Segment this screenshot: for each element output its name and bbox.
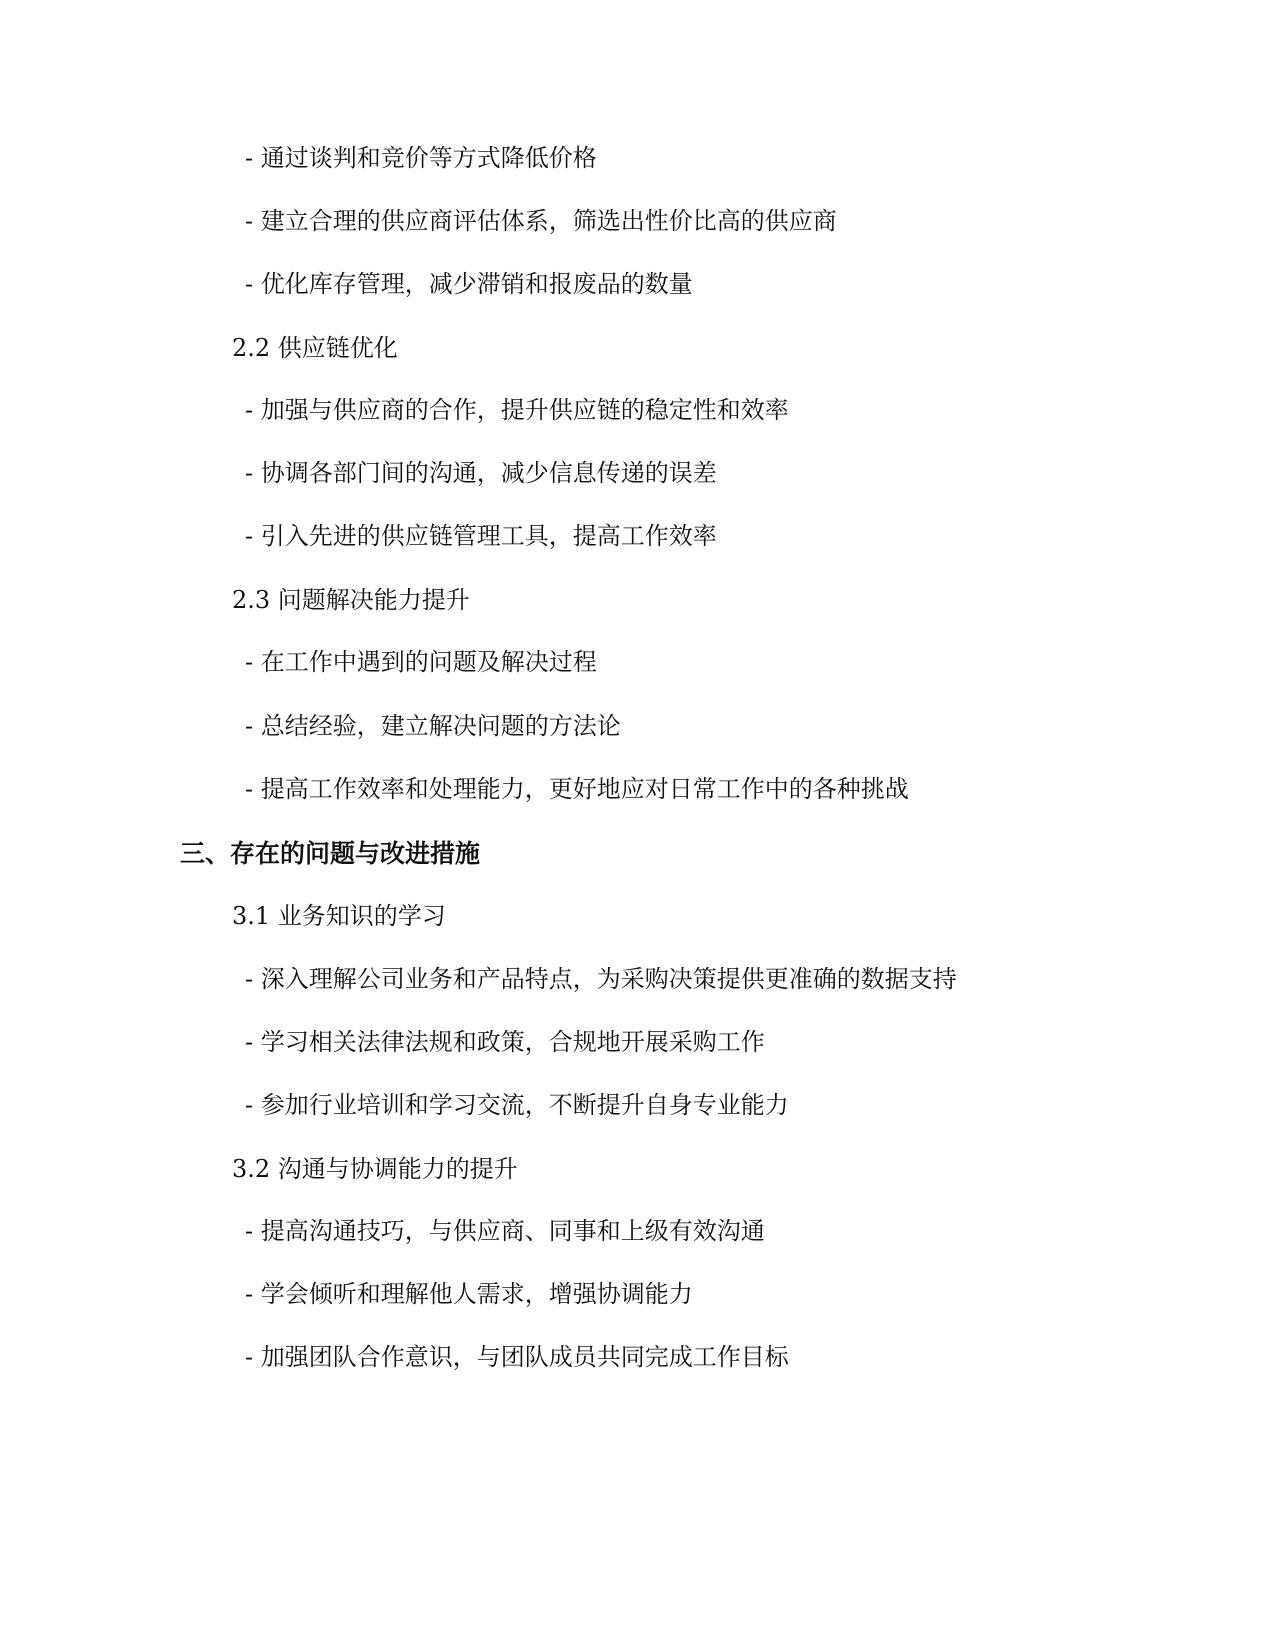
bullet-item: - 提高工作效率和处理能力，更好地应对日常工作中的各种挑战 [245,775,909,803]
section-heading: 三、存在的问题与改进措施 [180,839,481,868]
bullet-item: - 提高沟通技巧，与供应商、同事和上级有效沟通 [245,1217,765,1245]
bullet-item: - 加强团队合作意识，与团队成员共同完成工作目标 [245,1343,789,1371]
bullet-item: - 通过谈判和竞价等方式降低价格 [245,144,597,172]
subsection-title: 3.1 业务知识的学习 [232,902,446,930]
subsection-title: 2.3 问题解决能力提升 [232,586,470,614]
bullet-item: - 优化库存管理，减少滞销和报废品的数量 [245,270,693,298]
bullet-item: - 参加行业培训和学习交流，不断提升自身专业能力 [245,1091,789,1119]
bullet-item: - 深入理解公司业务和产品特点，为采购决策提供更准确的数据支持 [245,965,957,993]
subsection-title: 3.2 沟通与协调能力的提升 [232,1155,518,1183]
bullet-item: - 学会倾听和理解他人需求，增强协调能力 [245,1280,693,1308]
bullet-item: - 建立合理的供应商评估体系，筛选出性价比高的供应商 [245,207,837,235]
bullet-item: - 引入先进的供应链管理工具，提高工作效率 [245,522,717,550]
bullet-item: - 加强与供应商的合作，提升供应链的稳定性和效率 [245,396,789,424]
bullet-item: - 在工作中遇到的问题及解决过程 [245,648,597,676]
subsection-title: 2.2 供应链优化 [232,334,398,362]
bullet-item: - 学习相关法律法规和政策，合规地开展采购工作 [245,1028,765,1056]
bullet-item: - 协调各部门间的沟通，减少信息传递的误差 [245,459,717,487]
bullet-item: - 总结经验，建立解决问题的方法论 [245,712,621,740]
